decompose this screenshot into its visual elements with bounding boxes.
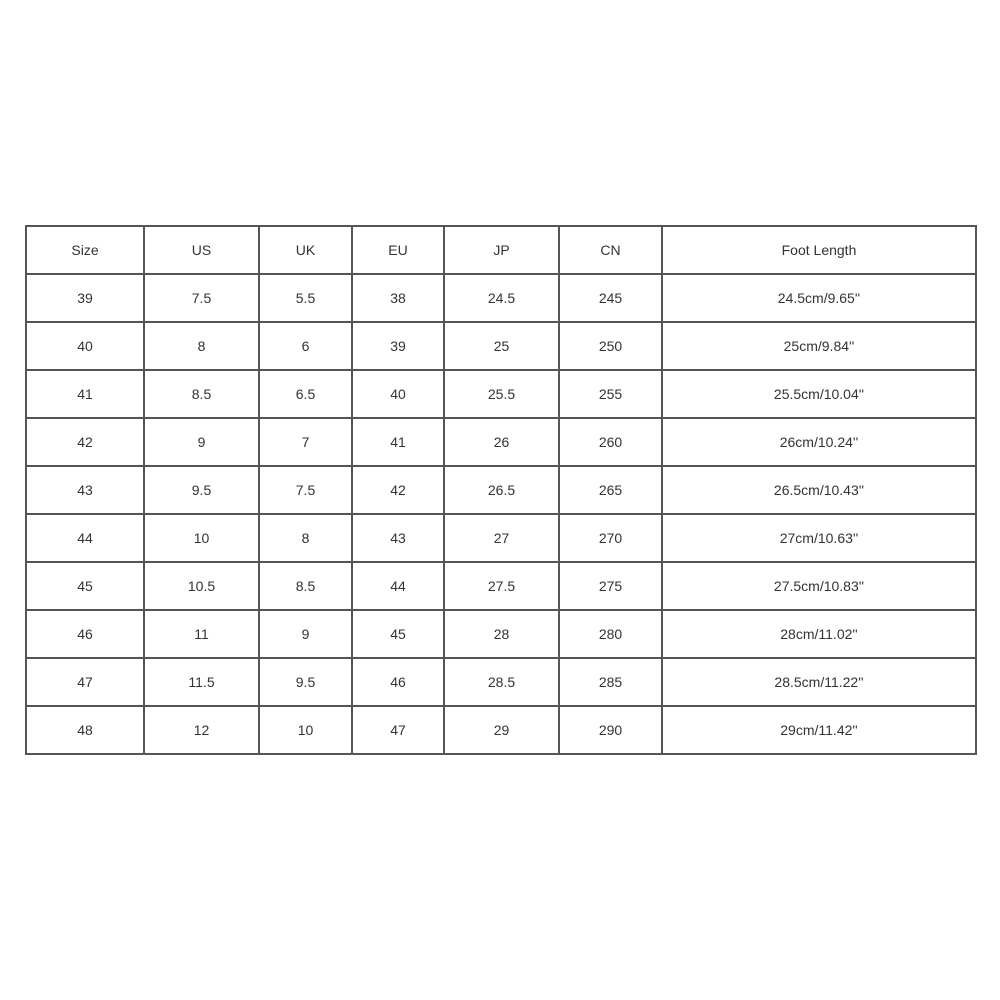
cell-cn: 290 (559, 706, 662, 754)
header-us: US (144, 226, 259, 274)
cell-cn: 260 (559, 418, 662, 466)
cell-foot-length: 27.5cm/10.83'' (662, 562, 976, 610)
header-uk: UK (259, 226, 352, 274)
cell-us: 10 (144, 514, 259, 562)
cell-foot-length: 25cm/9.84'' (662, 322, 976, 370)
cell-cn: 280 (559, 610, 662, 658)
cell-eu: 39 (352, 322, 444, 370)
header-jp: JP (444, 226, 559, 274)
cell-eu: 44 (352, 562, 444, 610)
cell-eu: 42 (352, 466, 444, 514)
cell-us: 11 (144, 610, 259, 658)
cell-size: 48 (26, 706, 144, 754)
cell-jp: 26 (444, 418, 559, 466)
cell-us: 8 (144, 322, 259, 370)
cell-cn: 245 (559, 274, 662, 322)
table-row (26, 706, 976, 754)
size-chart-table (25, 225, 977, 755)
table-row (26, 658, 976, 706)
cell-uk: 8 (259, 514, 352, 562)
cell-uk: 6.5 (259, 370, 352, 418)
cell-eu: 46 (352, 658, 444, 706)
table-row (26, 466, 976, 514)
cell-uk: 9 (259, 610, 352, 658)
cell-foot-length: 27cm/10.63'' (662, 514, 976, 562)
header-row (26, 226, 976, 274)
cell-eu: 47 (352, 706, 444, 754)
cell-eu: 45 (352, 610, 444, 658)
cell-jp: 25 (444, 322, 559, 370)
cell-eu: 41 (352, 418, 444, 466)
cell-jp: 29 (444, 706, 559, 754)
cell-foot-length: 26.5cm/10.43'' (662, 466, 976, 514)
header-cn: CN (559, 226, 662, 274)
table-row (26, 274, 976, 322)
cell-uk: 10 (259, 706, 352, 754)
table-row (26, 322, 976, 370)
cell-foot-length: 24.5cm/9.65'' (662, 274, 976, 322)
cell-foot-length: 28cm/11.02'' (662, 610, 976, 658)
cell-cn: 275 (559, 562, 662, 610)
cell-size: 47 (26, 658, 144, 706)
cell-cn: 265 (559, 466, 662, 514)
cell-foot-length: 26cm/10.24'' (662, 418, 976, 466)
cell-uk: 9.5 (259, 658, 352, 706)
cell-jp: 24.5 (444, 274, 559, 322)
cell-uk: 5.5 (259, 274, 352, 322)
cell-foot-length: 25.5cm/10.04'' (662, 370, 976, 418)
cell-us: 9 (144, 418, 259, 466)
cell-size: 40 (26, 322, 144, 370)
cell-size: 46 (26, 610, 144, 658)
cell-uk: 8.5 (259, 562, 352, 610)
table-row (26, 562, 976, 610)
cell-us: 10.5 (144, 562, 259, 610)
cell-uk: 7.5 (259, 466, 352, 514)
cell-us: 8.5 (144, 370, 259, 418)
cell-cn: 270 (559, 514, 662, 562)
table-row (26, 514, 976, 562)
cell-foot-length: 28.5cm/11.22'' (662, 658, 976, 706)
header-foot-length: Foot Length (662, 226, 976, 274)
cell-jp: 26.5 (444, 466, 559, 514)
cell-size: 42 (26, 418, 144, 466)
cell-us: 7.5 (144, 274, 259, 322)
cell-uk: 7 (259, 418, 352, 466)
cell-uk: 6 (259, 322, 352, 370)
cell-eu: 40 (352, 370, 444, 418)
cell-jp: 27.5 (444, 562, 559, 610)
cell-eu: 38 (352, 274, 444, 322)
cell-size: 43 (26, 466, 144, 514)
cell-foot-length: 29cm/11.42'' (662, 706, 976, 754)
cell-us: 9.5 (144, 466, 259, 514)
cell-us: 11.5 (144, 658, 259, 706)
cell-size: 39 (26, 274, 144, 322)
cell-cn: 250 (559, 322, 662, 370)
cell-jp: 25.5 (444, 370, 559, 418)
table-row (26, 418, 976, 466)
cell-cn: 285 (559, 658, 662, 706)
cell-us: 12 (144, 706, 259, 754)
cell-eu: 43 (352, 514, 444, 562)
table-row (26, 610, 976, 658)
cell-size: 44 (26, 514, 144, 562)
header-size: Size (26, 226, 144, 274)
cell-size: 41 (26, 370, 144, 418)
cell-size: 45 (26, 562, 144, 610)
cell-jp: 28.5 (444, 658, 559, 706)
cell-cn: 255 (559, 370, 662, 418)
table-row (26, 370, 976, 418)
header-eu: EU (352, 226, 444, 274)
cell-jp: 27 (444, 514, 559, 562)
cell-jp: 28 (444, 610, 559, 658)
